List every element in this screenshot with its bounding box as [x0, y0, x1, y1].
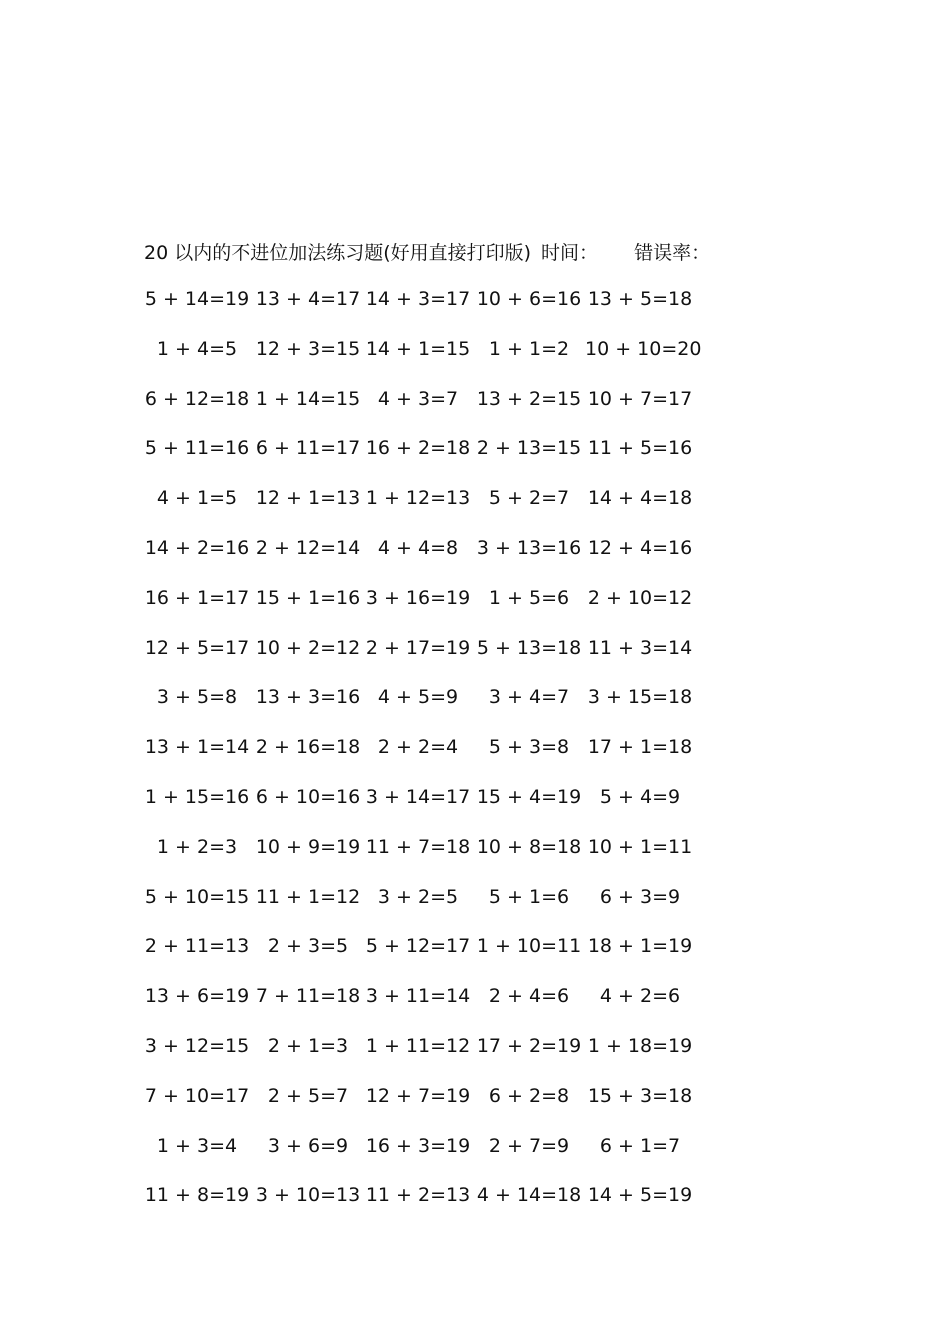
addition-problem: 5 + 1=6: [488, 885, 570, 908]
addition-problem: 12 + 3=15: [255, 337, 361, 360]
addition-problem: 2 + 7=9: [488, 1134, 570, 1157]
addition-problem: 1 + 3=4: [156, 1134, 238, 1157]
problem-row: [0, 1180, 950, 1210]
addition-problem: 2 + 12=14: [255, 537, 361, 559]
addition-problem: 11 + 1=12: [255, 885, 361, 908]
addition-problem: 3 + 13=16: [476, 537, 582, 559]
addition-problem: 1 + 18=19: [587, 1035, 693, 1057]
addition-problem: 15 + 4=19: [476, 786, 582, 808]
addition-problem: 12 + 7=19: [365, 1084, 471, 1107]
addition-problem: 1 + 15=16: [144, 786, 250, 808]
addition-problem: 16 + 1=17: [144, 586, 250, 609]
addition-problem: 14 + 5=19: [587, 1184, 693, 1207]
addition-problem: 14 + 4=18: [587, 487, 693, 510]
addition-problem: 2 + 3=5: [267, 935, 349, 958]
addition-problem: 6 + 3=9: [599, 885, 681, 908]
addition-problem: 7 + 11=18: [255, 985, 361, 1008]
addition-problem: 1 + 14=15: [255, 387, 361, 410]
addition-problem: 3 + 2=5: [377, 885, 459, 908]
addition-problem: 3 + 6=9: [267, 1134, 349, 1157]
addition-problem: 2 + 16=18: [255, 736, 361, 759]
addition-problem: 5 + 3=8: [488, 736, 570, 759]
addition-problem: 12 + 1=13: [255, 487, 361, 510]
addition-problem: 1 + 10=11: [476, 935, 582, 958]
addition-problem: 3 + 11=14: [365, 985, 471, 1008]
addition-problem: 13 + 5=18: [587, 288, 693, 310]
addition-problem: 6 + 12=18: [144, 387, 250, 410]
problem-row: [0, 583, 950, 613]
addition-problem: 3 + 4=7: [488, 686, 570, 709]
problem-row: [0, 1081, 950, 1111]
addition-problem: 4 + 5=9: [377, 686, 459, 709]
problem-row: [0, 882, 950, 912]
addition-problem: 14 + 1=15: [365, 337, 471, 360]
addition-problem: 5 + 12=17: [365, 935, 471, 958]
addition-problem: 13 + 6=19: [144, 985, 250, 1008]
addition-problem: 4 + 14=18: [476, 1184, 582, 1207]
addition-problem: 5 + 10=15: [144, 885, 250, 908]
problem-row: [0, 533, 950, 563]
addition-problem: 2 + 2=4: [377, 736, 459, 759]
addition-problem: 18 + 1=19: [587, 935, 693, 958]
addition-problem: 7 + 10=17: [144, 1084, 250, 1107]
addition-problem: 1 + 1=2: [488, 337, 570, 360]
addition-problem: 4 + 3=7: [377, 387, 459, 410]
addition-problem: 1 + 5=6: [488, 586, 570, 609]
addition-problem: 5 + 14=19: [144, 288, 250, 310]
addition-problem: 6 + 2=8: [488, 1084, 570, 1107]
addition-problem: 10 + 1=11: [587, 835, 693, 858]
problem-row: [0, 832, 950, 862]
addition-problem: 6 + 1=7: [599, 1134, 681, 1157]
addition-problem: 3 + 15=18: [587, 686, 693, 709]
addition-problem: 1 + 12=13: [365, 487, 471, 510]
addition-problem: 2 + 1=3: [267, 1035, 349, 1057]
addition-problem: 2 + 4=6: [488, 985, 570, 1008]
addition-problem: 3 + 16=19: [365, 586, 471, 609]
addition-problem: 13 + 4=17: [255, 288, 361, 310]
addition-problem: 10 + 8=18: [476, 835, 582, 858]
addition-problem: 16 + 3=19: [365, 1134, 471, 1157]
problem-row: [0, 633, 950, 663]
addition-problem: 16 + 2=18: [365, 437, 471, 460]
problem-row: [0, 284, 950, 314]
addition-problem: 5 + 13=18: [476, 636, 582, 659]
addition-problem: 12 + 4=16: [587, 537, 693, 559]
worksheet-header: [144, 236, 710, 266]
addition-problem: 11 + 8=19: [144, 1184, 250, 1207]
addition-problem: 2 + 17=19: [365, 636, 471, 659]
addition-problem: 4 + 1=5: [156, 487, 238, 510]
addition-problem: 3 + 12=15: [144, 1035, 250, 1057]
addition-problem: 11 + 5=16: [587, 437, 693, 460]
problem-row: [0, 732, 950, 762]
problem-row: [0, 682, 950, 712]
error-rate-label: 错误率：: [634, 241, 711, 264]
addition-problem: 10 + 9=19: [255, 835, 361, 858]
addition-problem: 12 + 5=17: [144, 636, 250, 659]
addition-problem: 1 + 11=12: [365, 1035, 471, 1057]
problem-row: [0, 782, 950, 812]
addition-problem: 3 + 5=8: [156, 686, 238, 709]
problem-row: [0, 1131, 950, 1161]
addition-problem: 15 + 1=16: [255, 586, 361, 609]
addition-problem: 10 + 6=16: [476, 288, 582, 310]
addition-problem: 11 + 3=14: [587, 636, 693, 659]
worksheet-title: 20 以内的不进位加法练习题(好用直接打印版): [144, 241, 532, 264]
addition-problem: 6 + 10=16: [255, 786, 361, 808]
problem-row: [0, 1031, 950, 1061]
addition-problem: 14 + 3=17: [365, 288, 471, 310]
addition-problem: 17 + 2=19: [476, 1035, 582, 1057]
addition-problem: 6 + 11=17: [255, 437, 361, 460]
addition-problem: 5 + 11=16: [144, 437, 250, 460]
addition-problem: 13 + 2=15: [476, 387, 582, 410]
addition-problem: 15 + 3=18: [587, 1084, 693, 1107]
addition-problem: 4 + 4=8: [377, 537, 459, 559]
addition-problem: 11 + 7=18: [365, 835, 471, 858]
addition-problem: 14 + 2=16: [144, 537, 250, 559]
addition-problem: 2 + 10=12: [587, 586, 693, 609]
addition-problem: 2 + 5=7: [267, 1084, 349, 1107]
addition-problem: 13 + 3=16: [255, 686, 361, 709]
addition-problem: 2 + 11=13: [144, 935, 250, 958]
addition-problem: 10 + 2=12: [255, 636, 361, 659]
problem-row: [0, 931, 950, 961]
addition-problem: 2 + 13=15: [476, 437, 582, 460]
addition-problem: 17 + 1=18: [587, 736, 693, 759]
addition-problem: 11 + 2=13: [365, 1184, 471, 1207]
addition-problem: 13 + 1=14: [144, 736, 250, 759]
problem-row: [0, 433, 950, 463]
addition-problem: 1 + 2=3: [156, 835, 238, 858]
addition-problem: 1 + 4=5: [156, 337, 238, 360]
addition-problem: 3 + 10=13: [255, 1184, 361, 1207]
problem-row: [0, 384, 950, 414]
problem-row: [0, 981, 950, 1011]
addition-problem: 5 + 2=7: [488, 487, 570, 510]
addition-problem: 5 + 4=9: [599, 786, 681, 808]
problem-row: [0, 334, 950, 364]
addition-problem: 4 + 2=6: [599, 985, 681, 1008]
addition-problem: 10 + 10=20: [585, 337, 702, 360]
problem-row: [0, 483, 950, 513]
addition-problem: 3 + 14=17: [365, 786, 471, 808]
time-label: 时间：: [541, 241, 599, 264]
addition-problem: 10 + 7=17: [587, 387, 693, 410]
